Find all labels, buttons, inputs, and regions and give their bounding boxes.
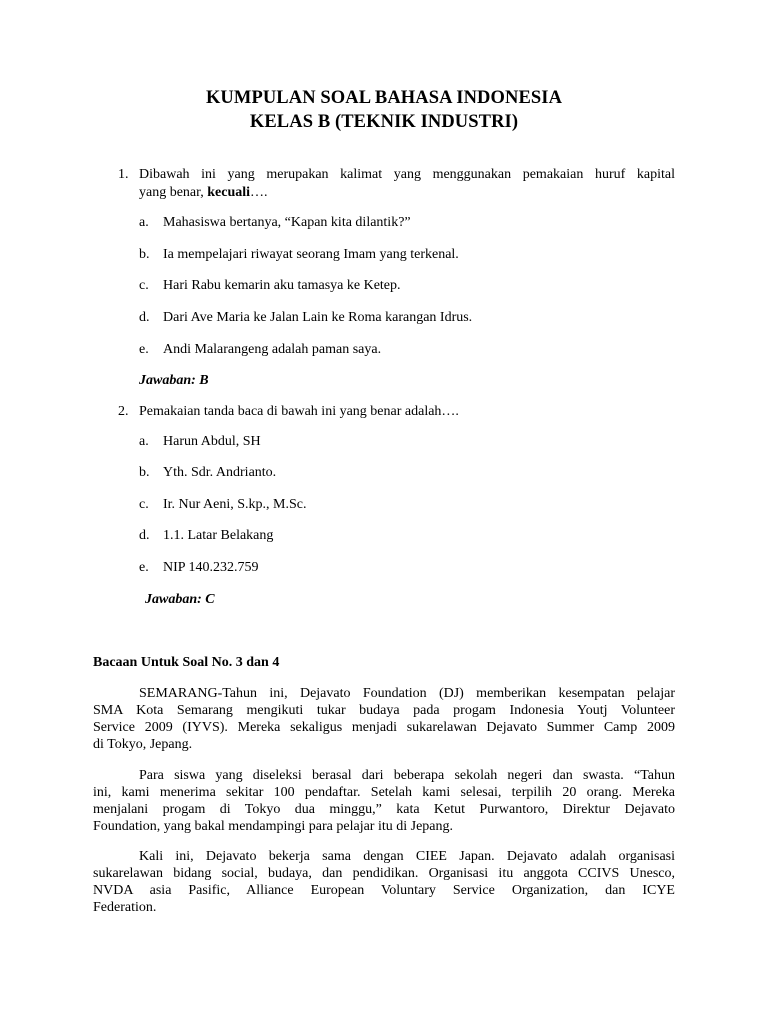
reading-heading: Bacaan Untuk Soal No. 3 dan 4 bbox=[93, 655, 280, 670]
question-2-option-b-letter: b. bbox=[139, 465, 150, 480]
question-1-option-c-letter: c. bbox=[139, 278, 149, 293]
question-1-option-c-text: Hari Rabu kemarin aku tamasya ke Ketep. bbox=[163, 278, 401, 293]
reading-p3-line3: NVDA asia Pasific, Alliance European Voluntary Service Organization, dan ICYE bbox=[93, 883, 675, 898]
question-1-answer: Jawaban: B bbox=[139, 373, 209, 388]
reading-p3-line1: Kali ini, Dejavato bekerja sama dengan CIEE Japan. Dejavato adalah organisasi bbox=[139, 849, 675, 864]
reading-p1-line2: SMA Kota Semarang mengikuti tukar budaya pada progam Indonesia Youtj Volunteer bbox=[93, 703, 675, 718]
question-1-option-d-letter: d. bbox=[139, 310, 150, 325]
question-1-option-a-text: Mahasiswa bertanya, “Kapan kita dilantik?” bbox=[163, 215, 411, 230]
question-2-option-e-text: NIP 140.232.759 bbox=[163, 560, 259, 575]
question-1-text-kecuali: kecuali bbox=[207, 185, 251, 200]
question-2-answer: Jawaban: C bbox=[145, 592, 215, 607]
question-2-option-d-text: 1.1. Latar Belakang bbox=[163, 528, 274, 543]
question-2-option-a-text: Harun Abdul, SH bbox=[163, 434, 261, 449]
document-title-line2: KELAS B (TEKNIK INDUSTRI) bbox=[249, 112, 519, 132]
reading-p1-line3: Service 2009 (IYVS). Mereka sekaligus menjadi sukarelawan Dejavato Summer Camp 2009 bbox=[93, 720, 675, 735]
reading-p1-line1: SEMARANG-Tahun ini, Dejavato Foundation (DJ) memberikan kesempatan pelajar bbox=[139, 686, 675, 701]
question-2-number: 2. bbox=[118, 404, 129, 419]
question-2-option-c-text: Ir. Nur Aeni, S.kp., M.Sc. bbox=[163, 497, 307, 512]
reading-p2-line1: Para siswa yang diseleksi berasal dari beberapa sekolah negeri dan swasta. “Tahun bbox=[139, 768, 675, 783]
question-1-option-a-letter: a. bbox=[139, 215, 149, 230]
question-1-option-e-text: Andi Malarangeng adalah paman saya. bbox=[163, 342, 382, 357]
document-title-line1: KUMPULAN SOAL BAHASA INDONESIA bbox=[205, 88, 563, 108]
question-1-option-b-text: Ia mempelajari riwayat seorang Imam yang terkenal. bbox=[163, 247, 459, 262]
question-2-option-e-letter: e. bbox=[139, 560, 149, 575]
question-2-option-d-letter: d. bbox=[139, 528, 150, 543]
reading-p2-line3: menjalani progam di Tokyo dua minggu,” kata Ketut Purwantoro, Direktur Dejavato bbox=[93, 802, 675, 817]
question-1-text-line2 bbox=[139, 185, 268, 201]
reading-p3-line4: Federation. bbox=[93, 900, 157, 915]
question-2-option-c-letter: c. bbox=[139, 497, 149, 512]
question-1-text-pre: yang benar, bbox=[139, 185, 208, 200]
reading-p2-line2: ini, kami menerima sekitar 100 pendaftar. Setelah kami selesai, terpilih 20 orang. Mereka bbox=[93, 785, 675, 800]
reading-p3-line2: sukarelawan bidang social, budaya, dan pendidikan. Organisasi itu anggota CCIVS Unesco, bbox=[93, 866, 675, 881]
question-2-option-a-letter: a. bbox=[139, 434, 149, 449]
question-1-option-d-text: Dari Ave Maria ke Jalan Lain ke Roma karangan Idrus. bbox=[163, 310, 473, 325]
question-1-text-line1: Dibawah ini yang merupakan kalimat yang menggunakan pemakaian huruf kapital bbox=[139, 167, 675, 182]
question-2-text: Pemakaian tanda baca di bawah ini yang benar adalah…. bbox=[139, 404, 459, 419]
reading-p1-line4: di Tokyo, Jepang. bbox=[93, 737, 193, 752]
question-1-number: 1. bbox=[118, 167, 129, 182]
reading-p2-line4: Foundation, yang bakal mendampingi para pelajar itu di Jepang. bbox=[93, 819, 454, 834]
question-1-text-post: …. bbox=[250, 185, 268, 200]
question-1-option-b-letter: b. bbox=[139, 247, 150, 262]
question-2-option-b-text: Yth. Sdr. Andrianto. bbox=[163, 465, 277, 480]
question-1-option-e-letter: e. bbox=[139, 342, 149, 357]
